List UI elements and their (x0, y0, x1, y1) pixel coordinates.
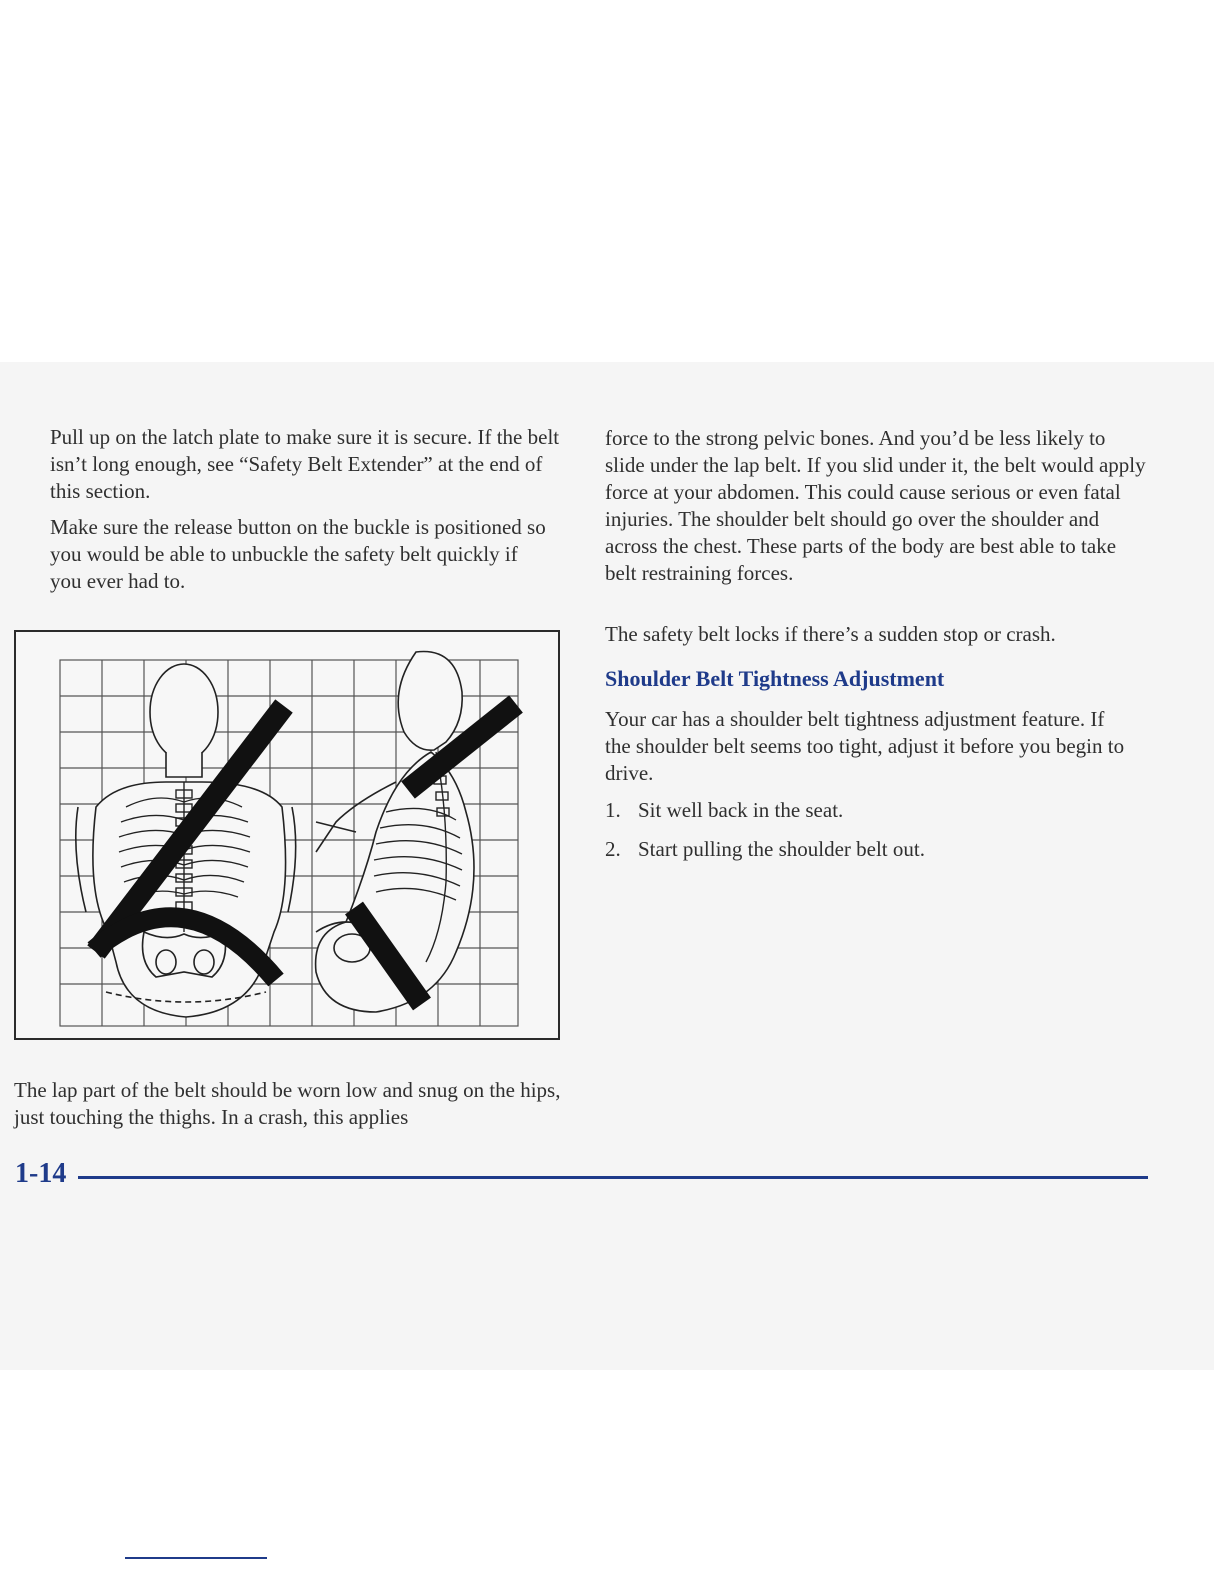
footer-rule (78, 1176, 1148, 1179)
page-number: 1-14 (15, 1158, 67, 1189)
step-number: 1. (605, 798, 621, 822)
right-paragraph-1: force to the strong pelvic bones. And you’d be less likely to slide under the lap belt. If you slid under it, the belt would apply force at your abdomen. This could cause serious or even fatal injuries. The shoulder belt should go over the shoulder and across the chest. These parts of the body are best able to take belt restraining forces. (605, 426, 1146, 585)
left-paragraph-3: The lap part of the belt should be worn low and snug on the hips, just touching the thighs. In a crash, this applies (14, 1078, 561, 1129)
bottom-rule (125, 1557, 267, 1559)
step-text: Start pulling the shoulder belt out. (638, 837, 925, 861)
safety-belt-illustration (14, 630, 560, 1040)
right-paragraph-3: Your car has a shoulder belt tightness adjustment feature. If the shoulder belt seems too tight, adjust it before you begin to drive. (605, 707, 1125, 785)
step-text: Sit well back in the seat. (638, 798, 844, 822)
left-paragraph-1: Pull up on the latch plate to make sure it is secure. If the belt isn’t long enough, see “Safety Belt Extender” at the end of this section. (50, 425, 560, 503)
step-item-1 (605, 797, 843, 824)
section-heading: Shoulder Belt Tightness Adjustment (605, 666, 945, 691)
step-item-2 (605, 836, 925, 863)
step-number: 2. (605, 837, 621, 861)
left-paragraph-2: Make sure the release button on the buckle is positioned so you would be able to unbuckle the safety belt quickly if you ever had to. (50, 515, 546, 593)
right-paragraph-2: The safety belt locks if there’s a sudden stop or crash. (605, 622, 1056, 646)
